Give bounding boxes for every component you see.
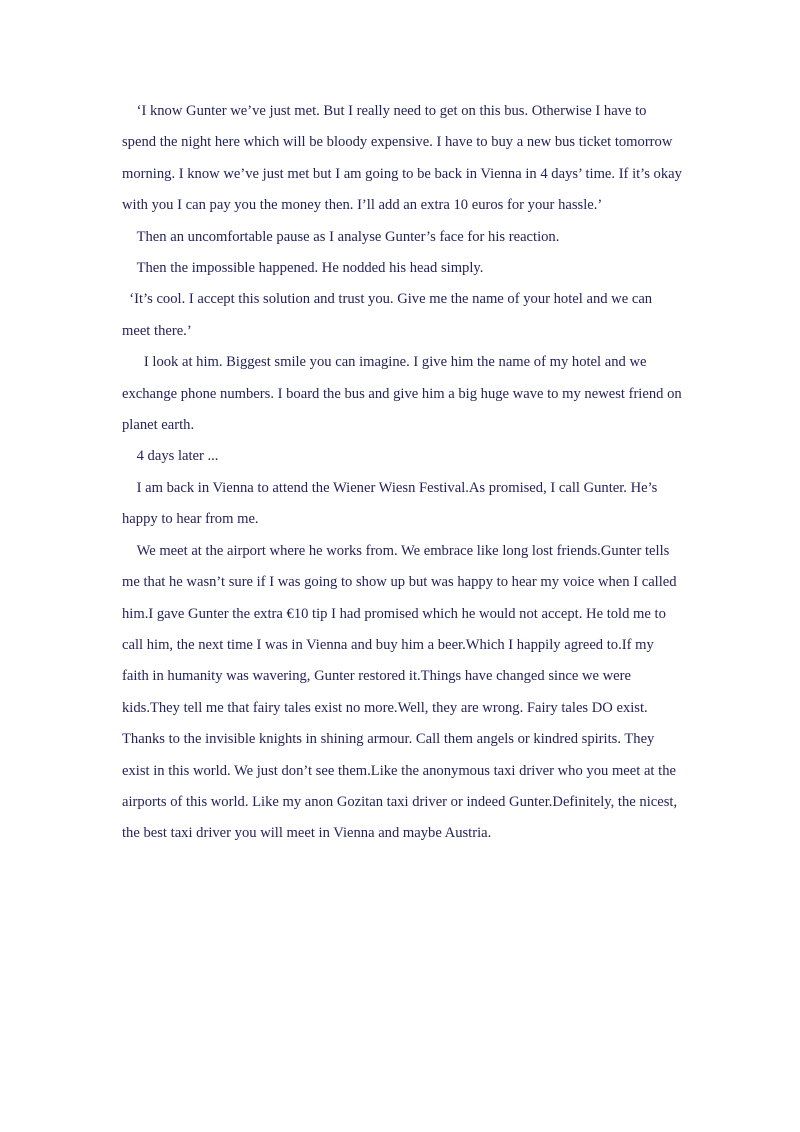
paragraph-7: I am back in Vienna to attend the Wiener Wiesn Festival.As promised, I call Gunter. He’s happy to hear from me. (122, 479, 662, 528)
paragraph-3: Then the impossible happened. He nodded his head simply. (122, 260, 484, 277)
paragraph-8: We meet at the airport where he works from. We embrace like long lost friends.Gunter tells me that he wasn’t sure if I was going to show up but was happy to hear my voice when I called him.I gave Gunter the extra €10 tip I had promised which he would not accept. He told me to call him, the next time I was in Vienna and buy him a beer.Which I happily agreed to.If my faith in humanity was wavering, Gunter restored it.Things have changed since we were kids.They tell me that fairy tales exist no more.Well, they are wrong. Fairy tales DO exist. Thanks to the invisible knights in shining armour. Call them angels or kindred spirits. They exist in this world. We just don’t see them.Like the anonymous taxi driver who you meet at the airports of this world. Like my anon Gozitan taxi driver or indeed Gunter.Definitely, the nicest, the best taxi driver you will meet in Vienna and maybe Austria. (122, 542, 681, 842)
paragraph-4: ‘It’s cool. I accept this solution and trust you. Give me the name of your hotel and we can meet there.’ (122, 291, 656, 339)
paragraph-5: I look at him. Biggest smile you can imagine. I give him the name of my hotel and we exchange phone numbers. I board the bus and give him a big huge wave to my newest friend on planet earth. (122, 354, 686, 434)
paragraph-2: Then an uncomfortable pause as I analyse Gunter’s face for his reaction. (122, 228, 560, 245)
paragraph-6: 4 days later ... (122, 448, 219, 465)
paragraph-1: ‘I know Gunter we’ve just met. But I really need to get on this bus. Otherwise I have to spend the night here which will be bloody expensive. I have to buy a new bus ticket tomorrow morning. I know we’ve just met but I am going to be back in Vienna in 4 days’ time. If it’s okay with you I can pay you the money then. I’ll add an extra 10 euros for your hassle.’ (122, 103, 686, 214)
body-text (122, 96, 686, 850)
